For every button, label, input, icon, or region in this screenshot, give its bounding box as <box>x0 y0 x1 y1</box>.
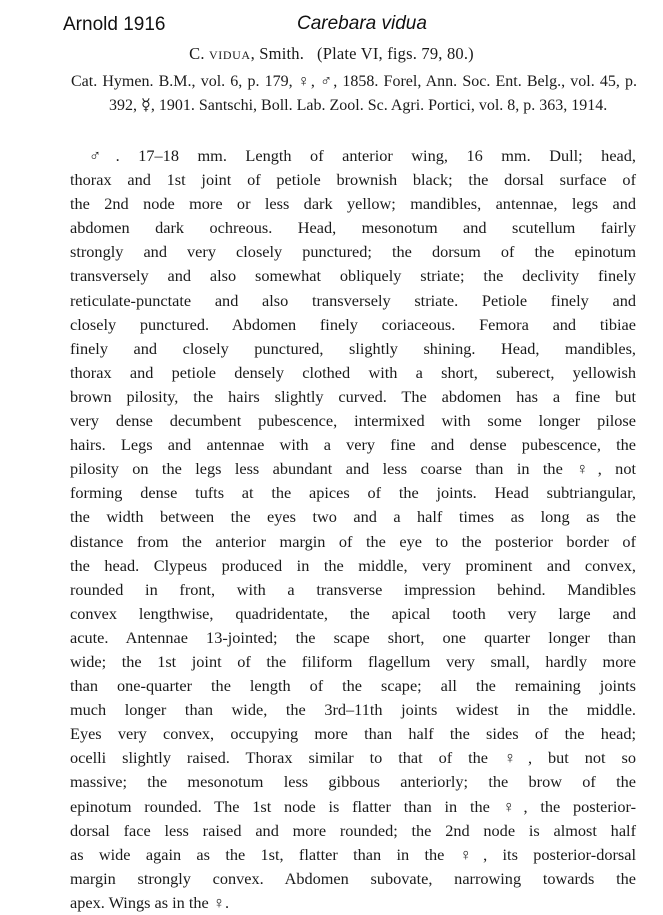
description-line: the width between the eyes two and a half times as long as the <box>70 507 636 527</box>
description-line: forming dense tufts at the apices of the joints. Head subtriangular, <box>70 483 636 503</box>
source-label: Arnold 1916 <box>63 14 166 35</box>
description-line: as wide again as the 1st, flatter than in the ♀, its posterior-dorsal <box>70 844 636 864</box>
description-line: abdomen dark ochreous. Head, mesonotum and scutellum fairly <box>70 218 636 238</box>
species-heading <box>0 44 663 64</box>
description-line: acute. Antennae 13-jointed; the scape short, one quarter longer than <box>70 627 636 647</box>
reference-line: Cat. Hymen. B.M., vol. 6, p. 179, ♀, ♂, 1858. Forel, Ann. Soc. Ent. <box>71 73 522 90</box>
description-line: transversely and also somewhat obliquely striate; the declivity finely <box>70 266 636 286</box>
description-line: epinotum rounded. The 1st node is flatter than in the ♀, the posterior- <box>70 796 636 816</box>
description-line: convex lengthwise, quadridentate, the apical tooth very large and <box>70 603 636 623</box>
description-line: closely punctured. Abdomen finely coriaceous. Femora and tibiae <box>70 314 636 334</box>
description-line: thorax and 1st joint of petiole brownish black; the dorsal surface of <box>70 170 636 190</box>
description-line: than one-quarter the length of the scape; all the remaining joints <box>70 676 636 696</box>
reference-line: Sc. Agri. Portici, vol. 8, p. 363, 1914. <box>367 97 608 115</box>
species-label: Carebara vidua <box>297 13 427 34</box>
description-line: strongly and very closely punctured; the dorsum of the epinotum <box>70 242 636 262</box>
description-line: pilosity on the legs less abundant and less coarse than in the ♀, not <box>70 459 636 479</box>
description-line: the head. Clypeus produced in the middle, very prominent and convex, <box>70 555 636 575</box>
species-name: vidua <box>208 44 251 63</box>
description-line: apex. Wings as in the ♀. <box>70 892 230 912</box>
description-line: ocelli slightly raised. Thorax similar to that of the ♀, but not so <box>70 748 636 768</box>
description-line: massive; the mesonotum less gibbous anteriorly; the brow of the <box>70 772 636 792</box>
genus-abbrev: C. <box>189 44 205 63</box>
description-line: reticulate-punctate and also transversely striate. Petiole finely and <box>70 290 636 310</box>
description-line: distance from the anterior margin of the eye to the posterior border of <box>70 531 636 551</box>
description-line: rounded in front, with a transverse impression behind. Mandibles <box>70 579 636 599</box>
page-header <box>0 10 663 40</box>
description-line: Eyes very convex, occupying more than half the sides of the head; <box>70 724 636 744</box>
description-line: wide; the 1st joint of the filiform flagellum very small, hardly more <box>70 651 636 671</box>
description-line: hairs. Legs and antennae with a very fine and dense pubescence, the <box>70 435 636 455</box>
references-block <box>71 70 637 119</box>
description-line: finely and closely punctured, slightly shining. Head, mandibles, <box>70 338 636 358</box>
reference-line: Belg., vol. 45, p. 392, ☿, 1901. Santschi, Boll. Lab. Zool. <box>109 73 638 115</box>
description-line: dorsal face less raised and more rounded; the 2nd node is almost half <box>70 820 636 840</box>
description-line: very dense decumbent pubescence, intermixed with some longer pilose <box>70 411 636 431</box>
description-line: thorax and petiole densely clothed with a short, suberect, yellowish <box>70 362 636 382</box>
description-line: ♂. 17–18 mm. Length of anterior wing, 16 mm. Dull; head, <box>89 146 636 165</box>
description-line: much longer than wide, the 3rd–11th joints widest in the middle. <box>70 700 636 720</box>
description-line: margin strongly convex. Abdomen subovate, narrowing towards the <box>70 868 636 888</box>
description-line: brown pilosity, the hairs slightly curved. The abdomen has a fine but <box>70 386 636 406</box>
description-paragraph <box>70 144 636 915</box>
description-line: the 2nd node more or less dark yellow; mandibles, antennae, legs and <box>70 194 636 214</box>
heading-rest: , Smith. (Plate VI, figs. 79, 80.) <box>250 44 474 63</box>
